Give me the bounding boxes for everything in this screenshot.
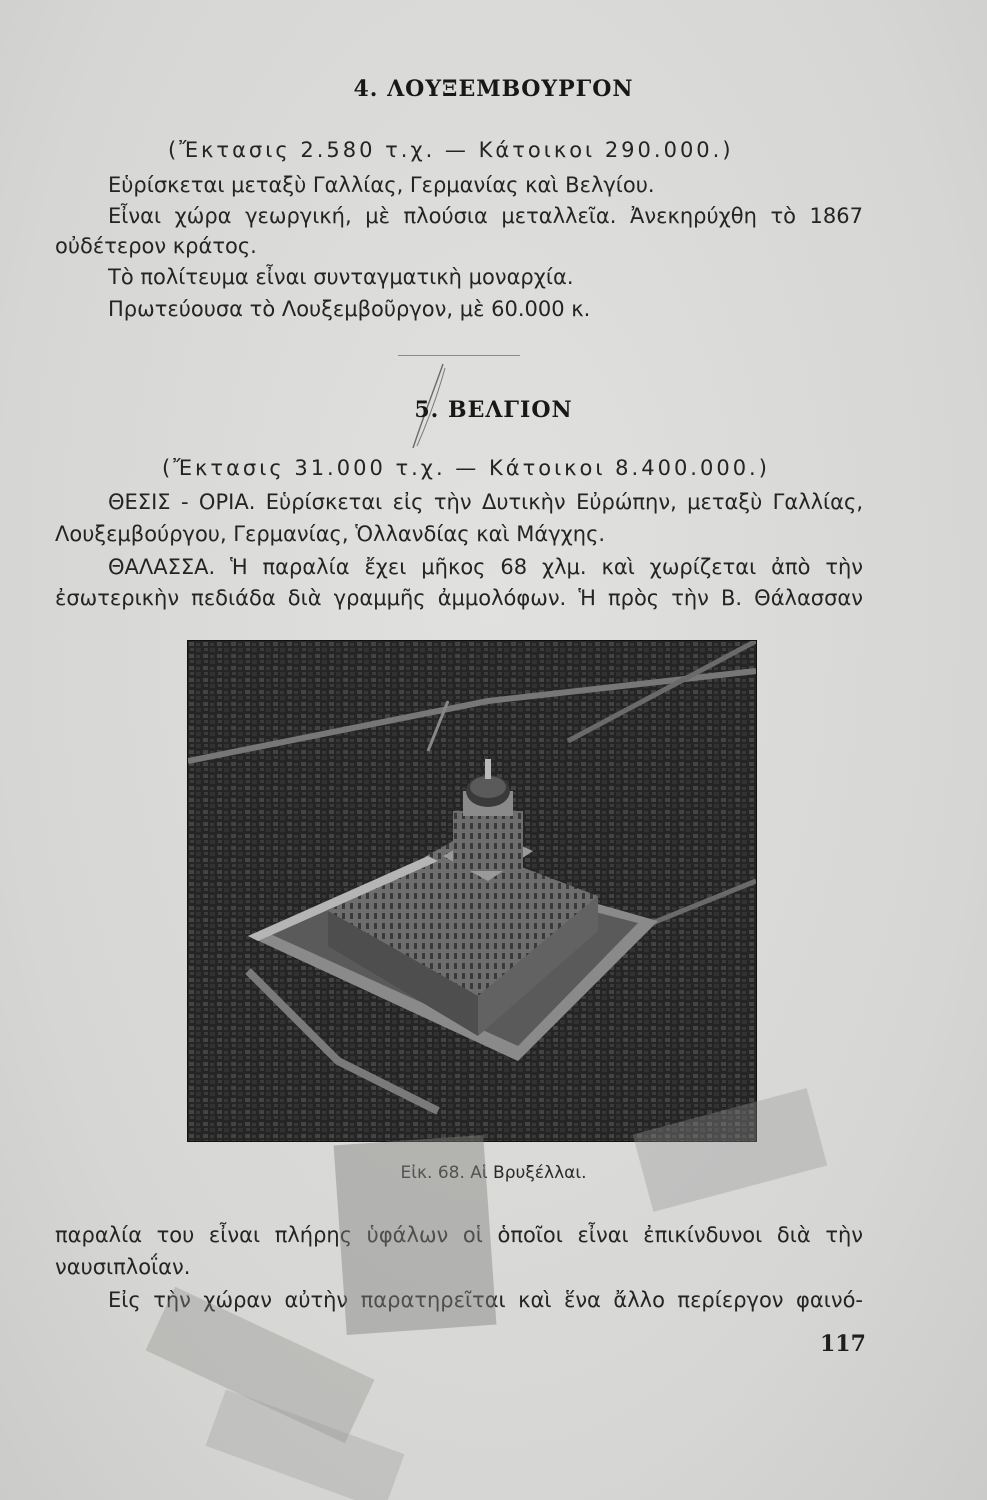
luxembourg-line: Εὑρίσκεται μεταξὺ Γαλλίας, Γερμανίας καὶ Βελγίου. [108,173,655,197]
photo-illustration [188,641,756,1141]
luxembourg-line: οὐδέτερον κράτος. [55,234,257,258]
belgium-line: ΘΑΛΑΣΣΑ. Ἡ παραλία ἔχει μῆκος 68 χλμ. καὶ χωρίζεται ἀπὸ τὴν [108,555,863,579]
continuation-line: Εἰς τὴν χώραν αὐτὴν παρατηρεῖται καὶ ἕνα ἄλλο περίεργον φαινό- [108,1288,863,1312]
section-heading-belgium: 5. ΒΕΛΓΙΟΝ [414,397,573,423]
page-number: 117 [820,1331,866,1357]
continuation-line: ναυσιπλοΐαν. [55,1255,191,1279]
luxembourg-stats: (Ἔκτασις 2.580 τ.χ. — Κάτοικοι 290.000.) [168,138,734,162]
luxembourg-line: Πρωτεύουσα τὸ Λουξεμβοῦργον, μὲ 60.000 κ. [108,297,591,321]
continuation-line: παραλία του εἶναι πλήρης ὑφάλων οἱ ὁποῖοι εἶναι ἐπικίνδυνοι διὰ τὴν [55,1223,863,1247]
belgium-line: Λουξεμβούργου, Γερμανίας, Ὁλλανδίας καὶ Μάγχης. [55,522,606,546]
aerial-photo-brussels [187,640,757,1142]
belgium-line: ἐσωτερικὴν πεδιάδα διὰ γραμμῆς ἀμμολόφων. Ἡ πρὸς τὴν Β. Θάλασσαν [55,586,863,610]
belgium-line: ΘΕΣΙΣ - ΟΡΙΑ. Εὑρίσκεται εἰς τὴν Δυτικὴν Εὐρώπην, μεταξὺ Γαλλίας, [108,490,863,514]
tape-residue [334,1135,497,1335]
section-heading-luxembourg: 4. ΛΟΥΞΕΜΒΟΥΡΓΟΝ [353,76,634,102]
section-divider [398,355,520,356]
figure-caption: Εἰκ. 68. Αἱ Βρυξέλλαι. [400,1163,587,1183]
luxembourg-line: Τὸ πολίτευμα εἶναι συνταγματικὴ μοναρχία. [108,265,574,289]
belgium-stats: (Ἔκτασις 31.000 τ.χ. — Κάτοικοι 8.400.000.) [162,456,770,480]
luxembourg-line: Εἶναι χώρα γεωργική, μὲ πλούσια μεταλλεῖα. Ἀνεκηρύχθη τὸ 1867 [108,204,863,228]
